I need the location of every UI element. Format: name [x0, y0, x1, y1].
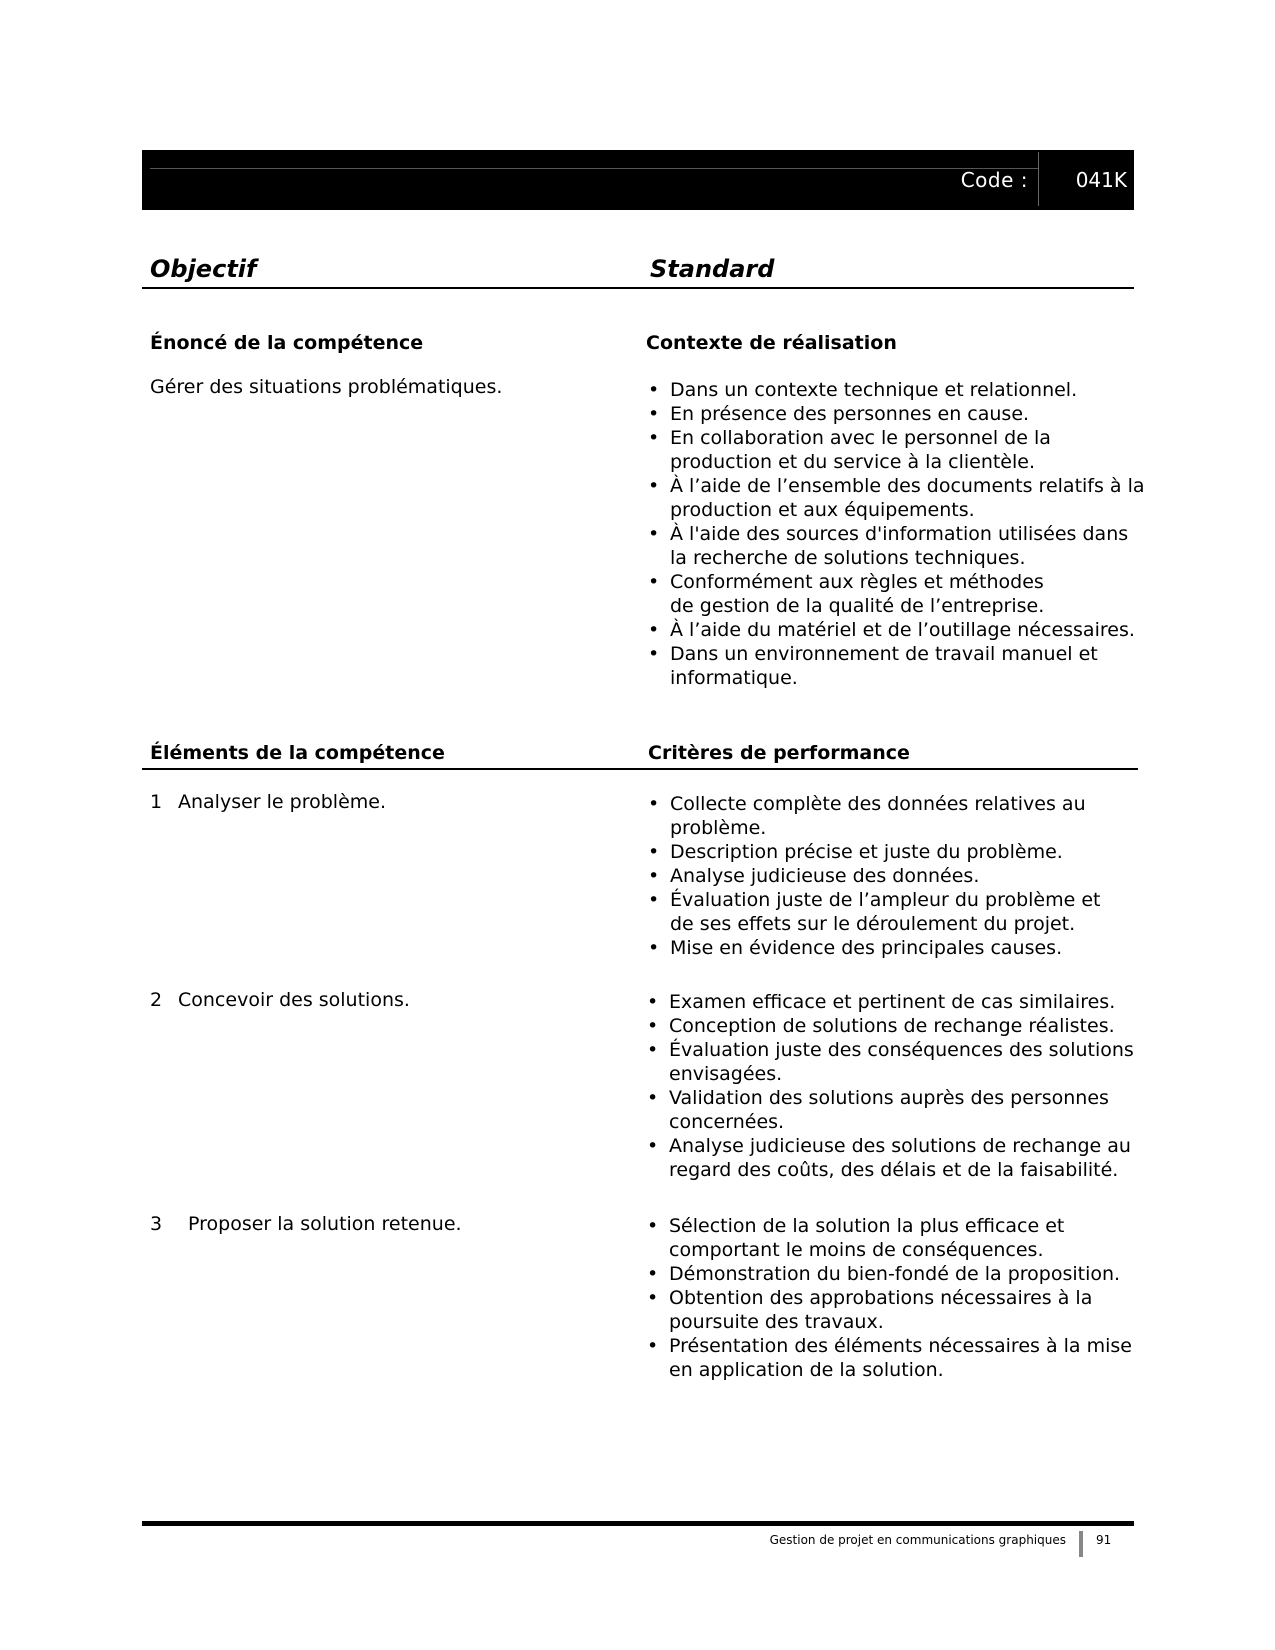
element-number: 3	[150, 1213, 163, 1235]
criteria-list-1	[646, 792, 1126, 960]
list-item: • À l’aide de l’ensemble des documents relatifs à la production et aux équipements.	[646, 474, 1146, 522]
page-number: 91	[1096, 1533, 1112, 1547]
contexte-heading: Contexte de réalisation	[646, 332, 897, 354]
list-item: • Présentation des éléments nécessaires à la mise en application de la solution.	[645, 1334, 1139, 1382]
criteres-heading: Critères de performance	[648, 742, 910, 764]
criteria-list-2	[645, 990, 1135, 1182]
list-item: • En présence des personnes en cause.	[646, 402, 1146, 426]
code-value: 041K	[1075, 168, 1127, 192]
elements-heading: Éléments de la compétence	[150, 742, 445, 764]
list-item: • Mise en évidence des principales causes.	[646, 936, 1126, 960]
element-label: Analyser le problème.	[178, 791, 386, 813]
column-title-rule	[142, 287, 1134, 289]
element-number: 2	[150, 989, 163, 1011]
code-header-bar	[142, 150, 1134, 210]
list-item: • Dans un environnement de travail manuel et informatique.	[646, 642, 1110, 690]
elements-rule	[142, 768, 1138, 770]
list-item: • Dans un contexte technique et relationnel.	[646, 378, 1146, 402]
enonce-text: Gérer des situations problématiques.	[150, 376, 503, 398]
list-item: • Évaluation juste des conséquences des solutions envisagées.	[645, 1038, 1139, 1086]
element-number: 1	[150, 791, 163, 813]
footer-separator	[1079, 1531, 1083, 1557]
list-item: • Examen efficace et pertinent de cas similaires.	[645, 990, 1135, 1014]
header-thin-line	[150, 168, 1038, 169]
list-item: • En collaboration avec le personnel de la production et du service à la clientèle.	[646, 426, 1070, 474]
element-label: Proposer la solution retenue.	[188, 1213, 462, 1235]
element-label: Concevoir des solutions.	[178, 989, 410, 1011]
list-item: • Sélection de la solution la plus efficace et comportant le moins de conséquences.	[645, 1214, 1089, 1262]
list-item: • Description précise et juste du problème.	[646, 840, 1126, 864]
list-item: • Démonstration du bien-fondé de la proposition.	[645, 1262, 1135, 1286]
footer-rule	[142, 1521, 1134, 1526]
contexte-list	[646, 378, 1146, 690]
footer-title: Gestion de projet en communications graphiques	[769, 1533, 1066, 1547]
list-item: • À l’aide du matériel et de l’outillage nécessaires.	[646, 618, 1146, 642]
list-item: • Analyse judicieuse des données.	[646, 864, 1126, 888]
list-item: • Collecte complète des données relatives au problème.	[646, 792, 1110, 840]
list-item: • Analyse judicieuse des solutions de rechange au regard des coûts, des délais et de la faisabilité.	[645, 1134, 1139, 1182]
list-item: • À l'aide des sources d'information utilisées dans la recherche de solutions techniques.	[646, 522, 1140, 570]
list-item: • Validation des solutions auprès des personnes concernées.	[645, 1086, 1119, 1134]
header-divider	[1038, 152, 1039, 206]
list-item: • Conformément aux règles et méthodes de gestion de la qualité de l’entreprise.	[646, 570, 1070, 618]
enonce-heading: Énoncé de la compétence	[150, 332, 424, 354]
column-title-objectif: Objectif	[150, 255, 257, 283]
list-item: • Évaluation juste de l’ampleur du problème et de ses effets sur le déroulement du projet.	[646, 888, 1130, 936]
list-item: • Conception de solutions de rechange réalistes.	[645, 1014, 1135, 1038]
column-title-standard: Standard	[650, 255, 775, 283]
list-item: • Obtention des approbations nécessaires à la poursuite des travaux.	[645, 1286, 1099, 1334]
code-label: Code :	[960, 168, 1028, 192]
criteria-list-3	[645, 1214, 1135, 1382]
